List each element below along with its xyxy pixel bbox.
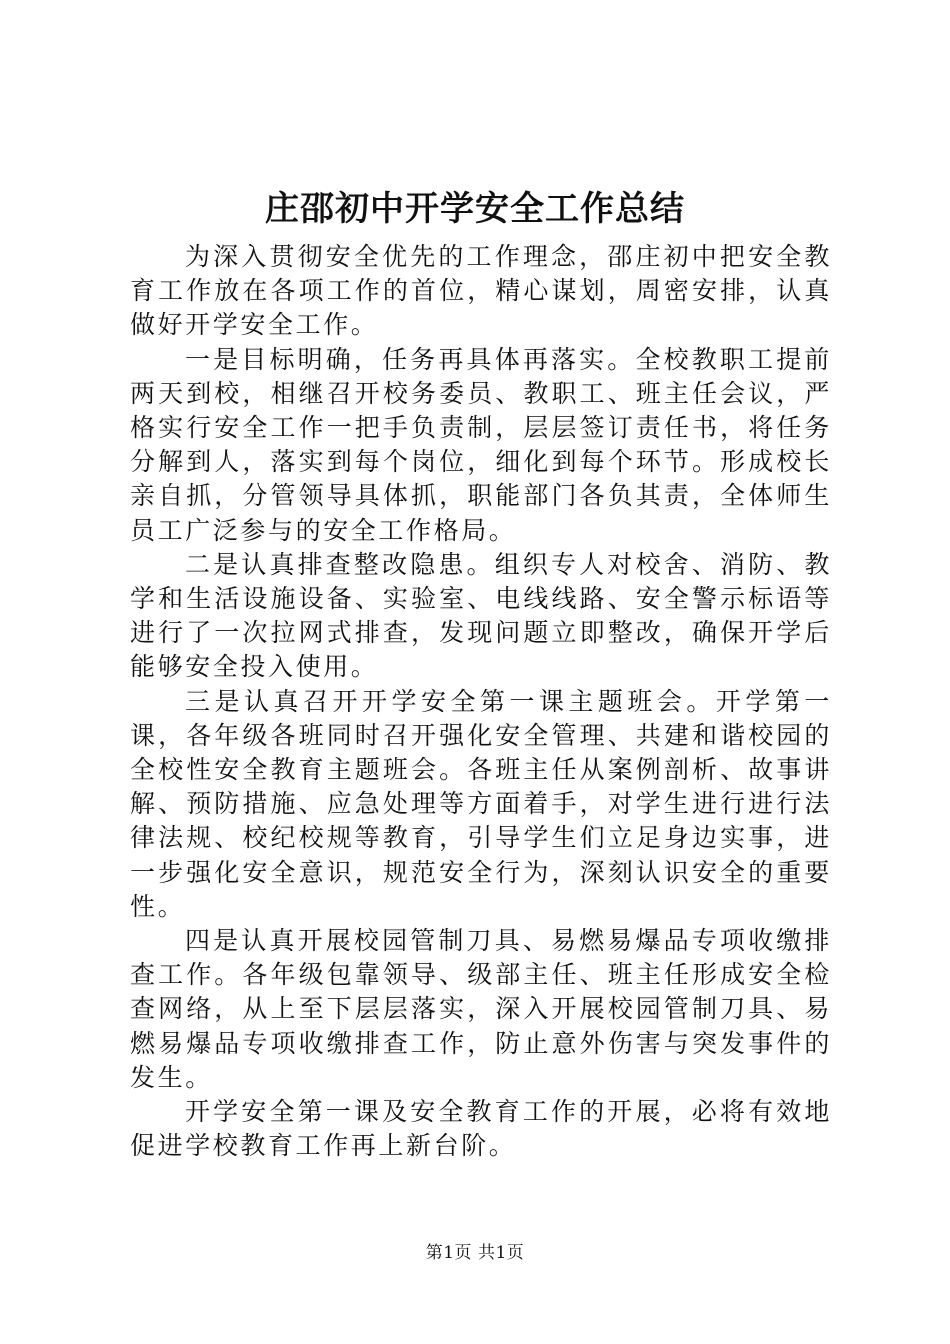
paragraph-point-two: 二是认真排查整改隐患。组织专人对校舍、消防、教学和生活设施设备、实验室、电线线路、安全警示标语等进行了一次拉网式排查，发现问题立即整改，确保开学后能够安全投入使用。 <box>130 549 832 682</box>
paragraph-point-one: 一是目标明确，任务再具体再落实。全校教职工提前两天到校，相继召开校务委员、教职工、班主任会议，严格实行安全工作一把手负责制，层层签订责任书，将任务分解到人，落实到每个岗位，细化到每个环节。形成校长亲自抓，分管领导具体抓，职能部门各负其责，全体师生员工广泛参与的安全工作格局。 <box>130 344 832 545</box>
paragraph-point-three: 三是认真召开开学安全第一课主题班会。开学第一课，各年级各班同时召开强化安全管理、共建和谐校园的全校性安全教育主题班会。各班主任从案例剖析、故事讲解、预防措施、应急处理等方面着手，对学生进行进行法律法规、校纪校规等教育，引导学生们立足身边实事，进一步强化安全意识，规范安全行为，深刻认识安全的重要性。 <box>130 686 832 921</box>
page-number-footer: 第1页 共1页 <box>425 1243 525 1263</box>
document-body <box>130 240 832 1163</box>
document-title: 庄邵初中开学安全工作总结 <box>265 189 685 229</box>
paragraph-conclusion: 开学安全第一课及安全教育工作的开展，必将有效地促进学校教育工作再上新台阶。 <box>130 1097 832 1161</box>
paragraph-intro: 为深入贯彻安全优先的工作理念，邵庄初中把安全教育工作放在各项工作的首位，精心谋划，周密安排，认真做好开学安全工作。 <box>130 242 832 340</box>
paragraph-point-four: 四是认真开展校园管制刀具、易燃易爆品专项收缴排查工作。各年级包靠领导、级部主任、班主任形成安全检查网络，从上至下层层落实，深入开展校园管制刀具、易燃易爆品专项收缴排查工作，防止意外伤害与突发事件的发生。 <box>130 926 832 1092</box>
